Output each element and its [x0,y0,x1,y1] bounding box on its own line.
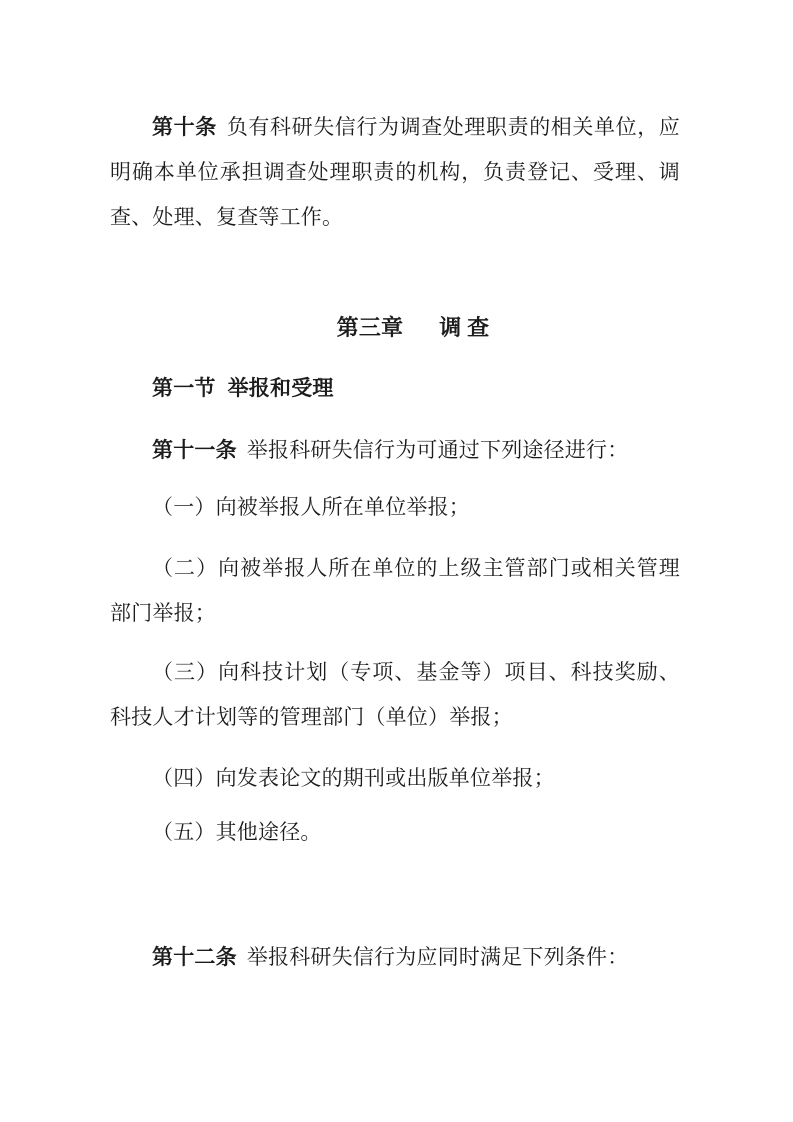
list-item-5: （五）其他途径。 [152,820,322,844]
section-heading [110,366,680,411]
article-12-label: 第十二条 [152,945,237,969]
article-10-text: 负有科研失信行为调查处理职责的相关单位，应明确本单位承担调查处理职责的机构，负责登记、受理、调查、处理、复查等工作。 [110,115,680,229]
article-11-text: 举报科研失信行为可通过下列途径进行： [246,438,629,462]
list-item-3: （三）向科技计划（专项、基金等）项目、科技奖励、科技人才计划等的管理部门（单位）举报； [110,660,680,729]
article-10-paragraph [110,105,680,240]
chapter-heading [128,305,698,350]
article-10-label: 第十条 [152,115,217,139]
section-title: 举报和受理 [227,376,334,400]
article-11-label: 第十一条 [152,438,237,462]
section-number: 第一节 [152,376,216,400]
article-11-paragraph [110,428,680,473]
list-item-2: （二）向被举报人所在单位的上级主管部门或相关管理部门举报； [110,556,680,625]
article-12-paragraph [110,935,680,980]
list-item-4: （四）向发表论文的期刊或出版单位举报； [152,766,555,790]
chapter-number: 第三章 [336,315,404,340]
list-item-1: （一）向被举报人所在单位举报； [152,495,470,519]
article-12-text: 举报科研失信行为应同时满足下列条件： [246,945,629,969]
chapter-title: 调 查 [439,315,490,340]
